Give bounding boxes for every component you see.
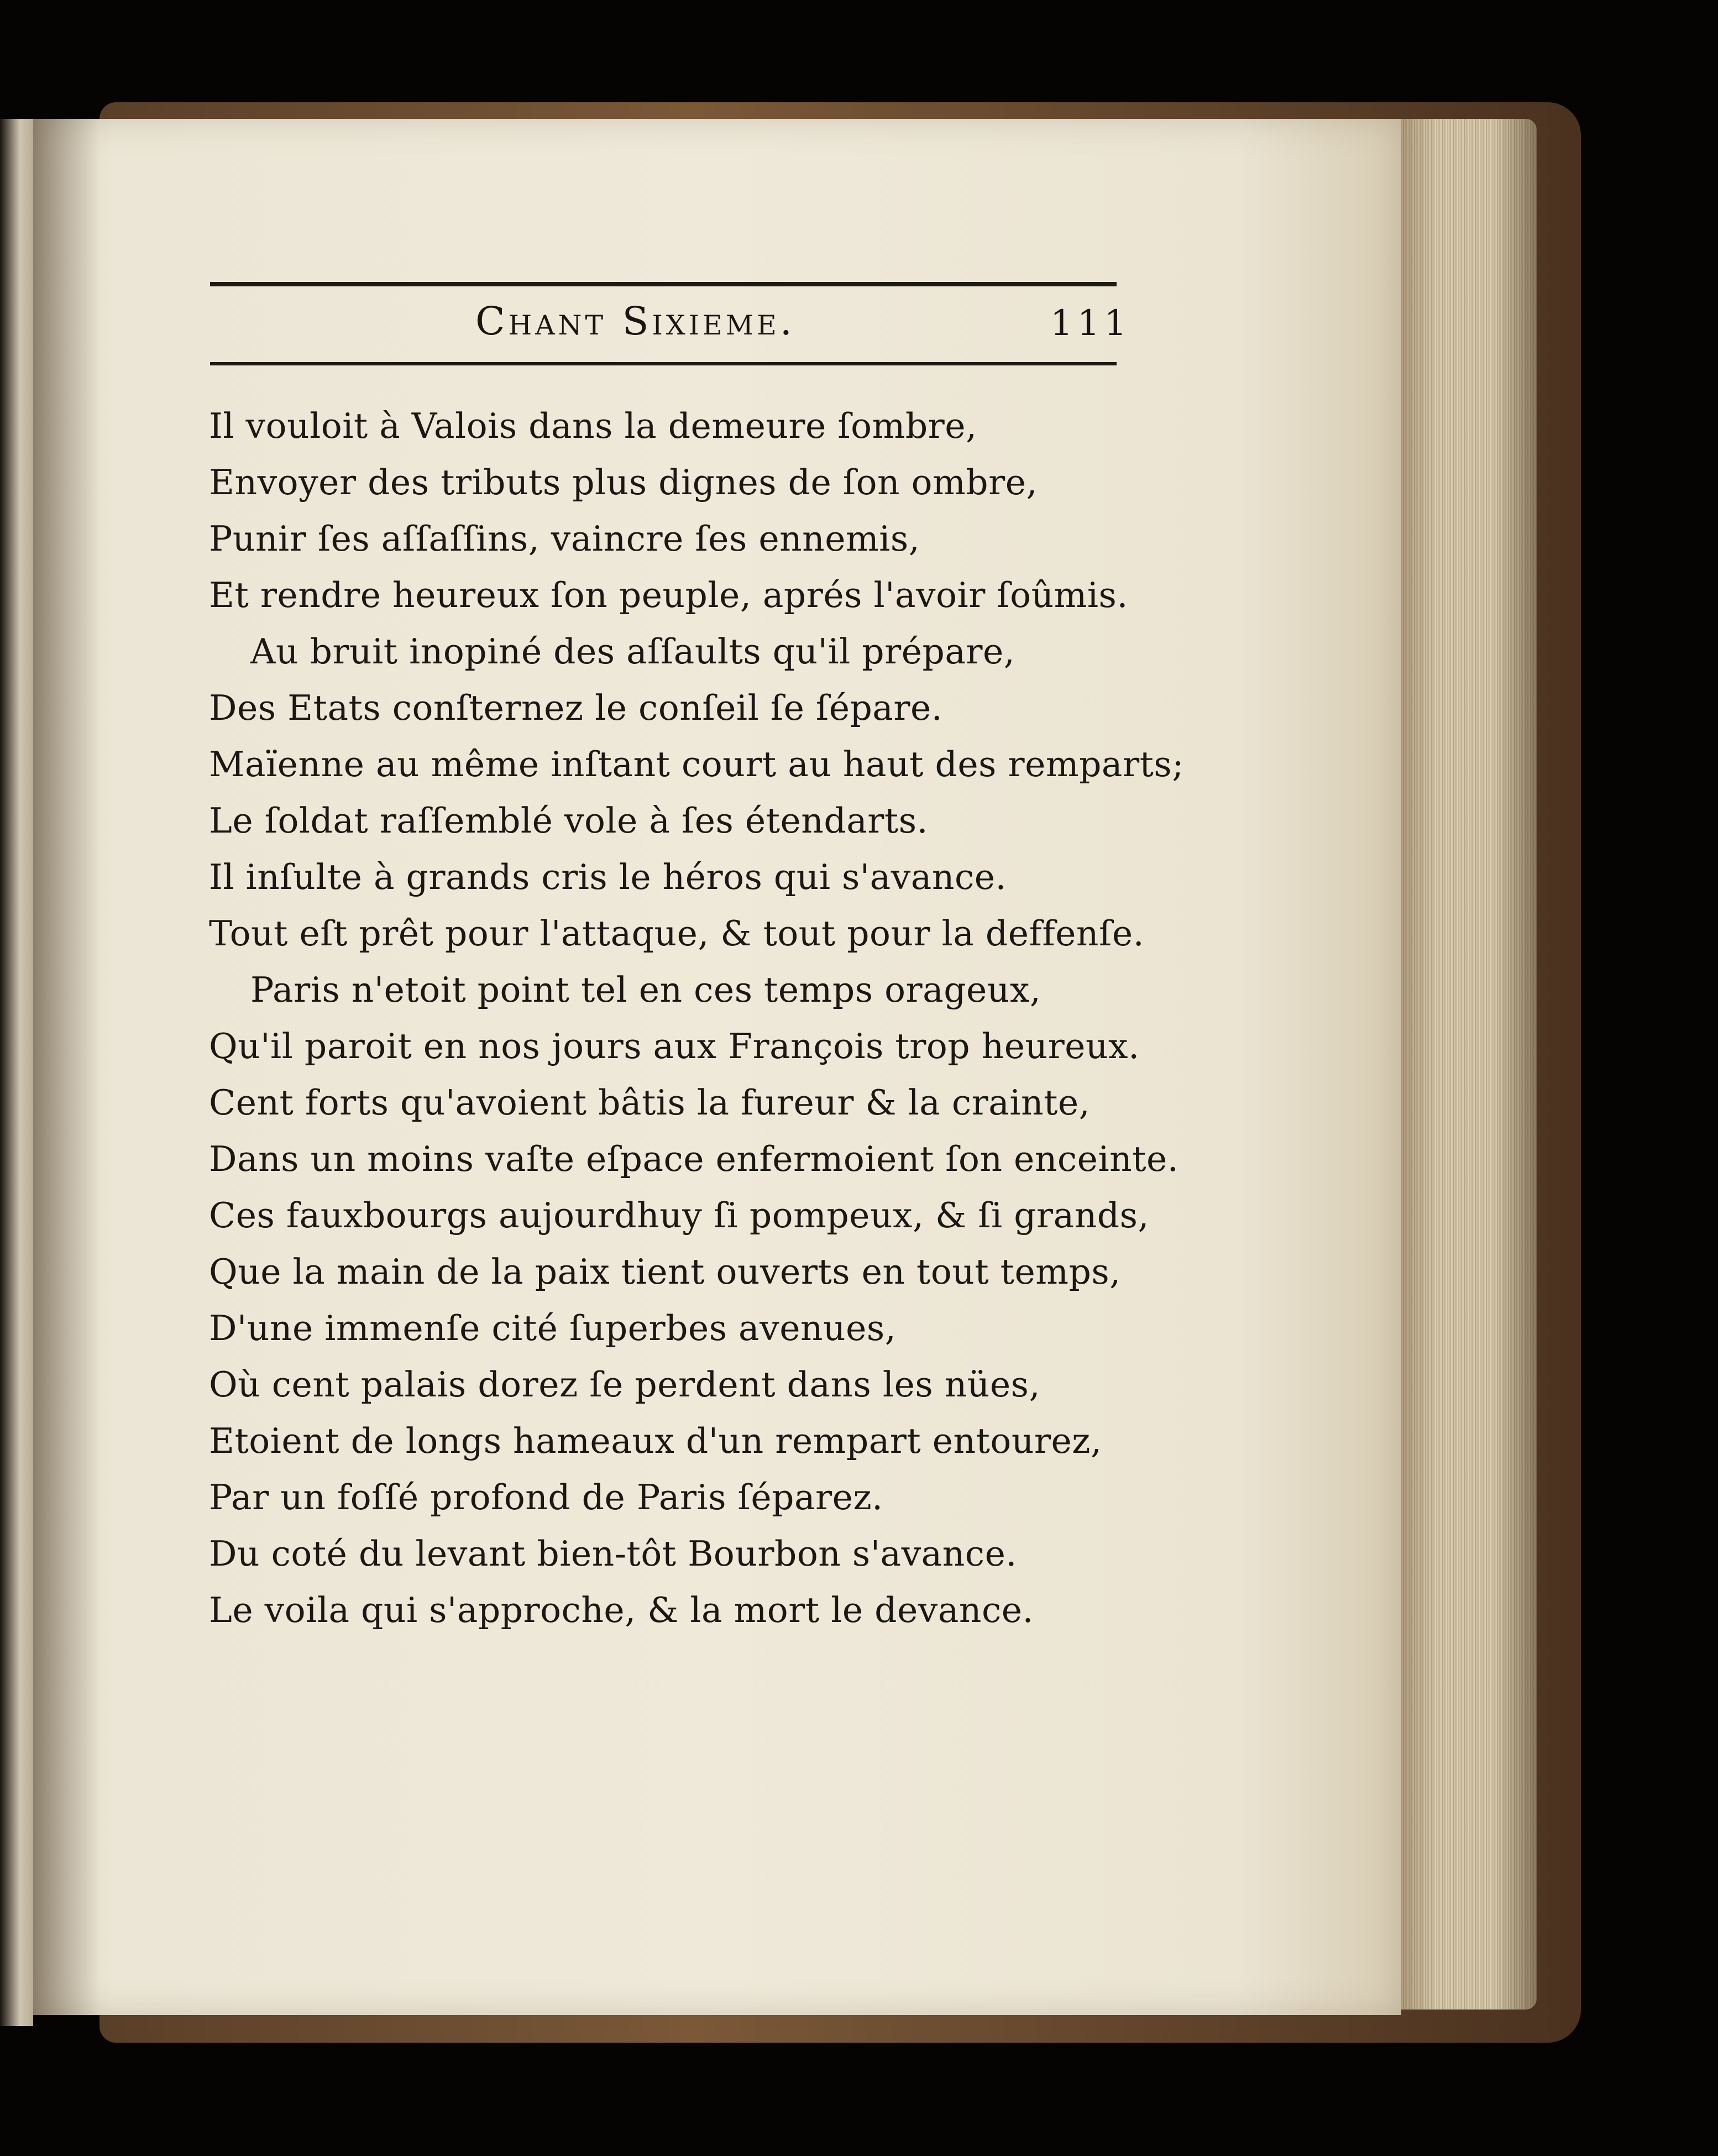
running-head-title: Chant Sixieme. bbox=[475, 299, 795, 344]
verse-line: Punir ſes aſſaſſins, vaincre ſes ennemis, bbox=[209, 519, 920, 559]
verse-line: Le ſoldat raſſemblé vole à ſes étendarts. bbox=[209, 800, 929, 841]
verse-line: Envoyer des tributs plus dignes de ſon ombre, bbox=[209, 462, 1038, 503]
verse-line: Au bruit inopiné des aſſaults qu'il prépare, bbox=[250, 631, 1015, 672]
page-number: 111 bbox=[1050, 303, 1132, 344]
verse-line: Maïenne au même inſtant court au haut des remparts; bbox=[209, 744, 1184, 784]
verse-line: Il inſulte à grands cris le héros qui s'avance. bbox=[209, 857, 1007, 897]
verse-line: Etoient de longs hameaux d'un rempart entourez, bbox=[209, 1421, 1102, 1461]
verse-line: Où cent palais dorez ſe perdent dans les nües, bbox=[209, 1364, 1040, 1405]
verse-text-block bbox=[209, 398, 1184, 1639]
verse-line: Tout eſt prêt pour l'attaque, & tout pour la deffenſe. bbox=[209, 913, 1145, 954]
facing-page-edge bbox=[0, 119, 33, 2026]
verse-line: Dans un moins vaſte eſpace enfermoient ſon enceinte. bbox=[209, 1139, 1179, 1179]
verse-line: Cent forts qu'avoient bâtis la fureur & la crainte, bbox=[209, 1082, 1091, 1123]
verse-line: Le voila qui s'approche, & la mort le devance. bbox=[209, 1590, 1034, 1630]
gutter-shadow bbox=[33, 119, 99, 2015]
verse-line: Que la main de la paix tient ouverts en tout temps, bbox=[209, 1252, 1121, 1292]
verse-line: Il vouloit à Valois dans la demeure ſombre, bbox=[209, 406, 977, 446]
verse-line: Et rendre heureux ſon peuple, aprés l'avoir ſoûmis. bbox=[209, 575, 1128, 615]
verse-line: Ces fauxbourgs aujourdhuy ſi pompeux, & ſi grands, bbox=[209, 1195, 1149, 1236]
verse-line: Du coté du levant bien-tôt Bourbon s'avance. bbox=[209, 1534, 1017, 1574]
header-rule-top bbox=[210, 282, 1117, 286]
header-rule-bottom bbox=[210, 362, 1117, 365]
verse-line: Par un foſſé profond de Paris ſéparez. bbox=[209, 1477, 883, 1517]
page-block-shading bbox=[1393, 119, 1537, 2010]
verse-line: Paris n'etoit point tel en ces temps orageux, bbox=[250, 970, 1041, 1010]
verse-line: Qu'il paroit en nos jours aux François trop heureux. bbox=[209, 1026, 1140, 1066]
verse-line: D'une immenſe cité ſuperbes avenues, bbox=[209, 1308, 897, 1348]
verse-line: Des Etats conſternez le conſeil ſe ſépare. bbox=[209, 688, 943, 728]
